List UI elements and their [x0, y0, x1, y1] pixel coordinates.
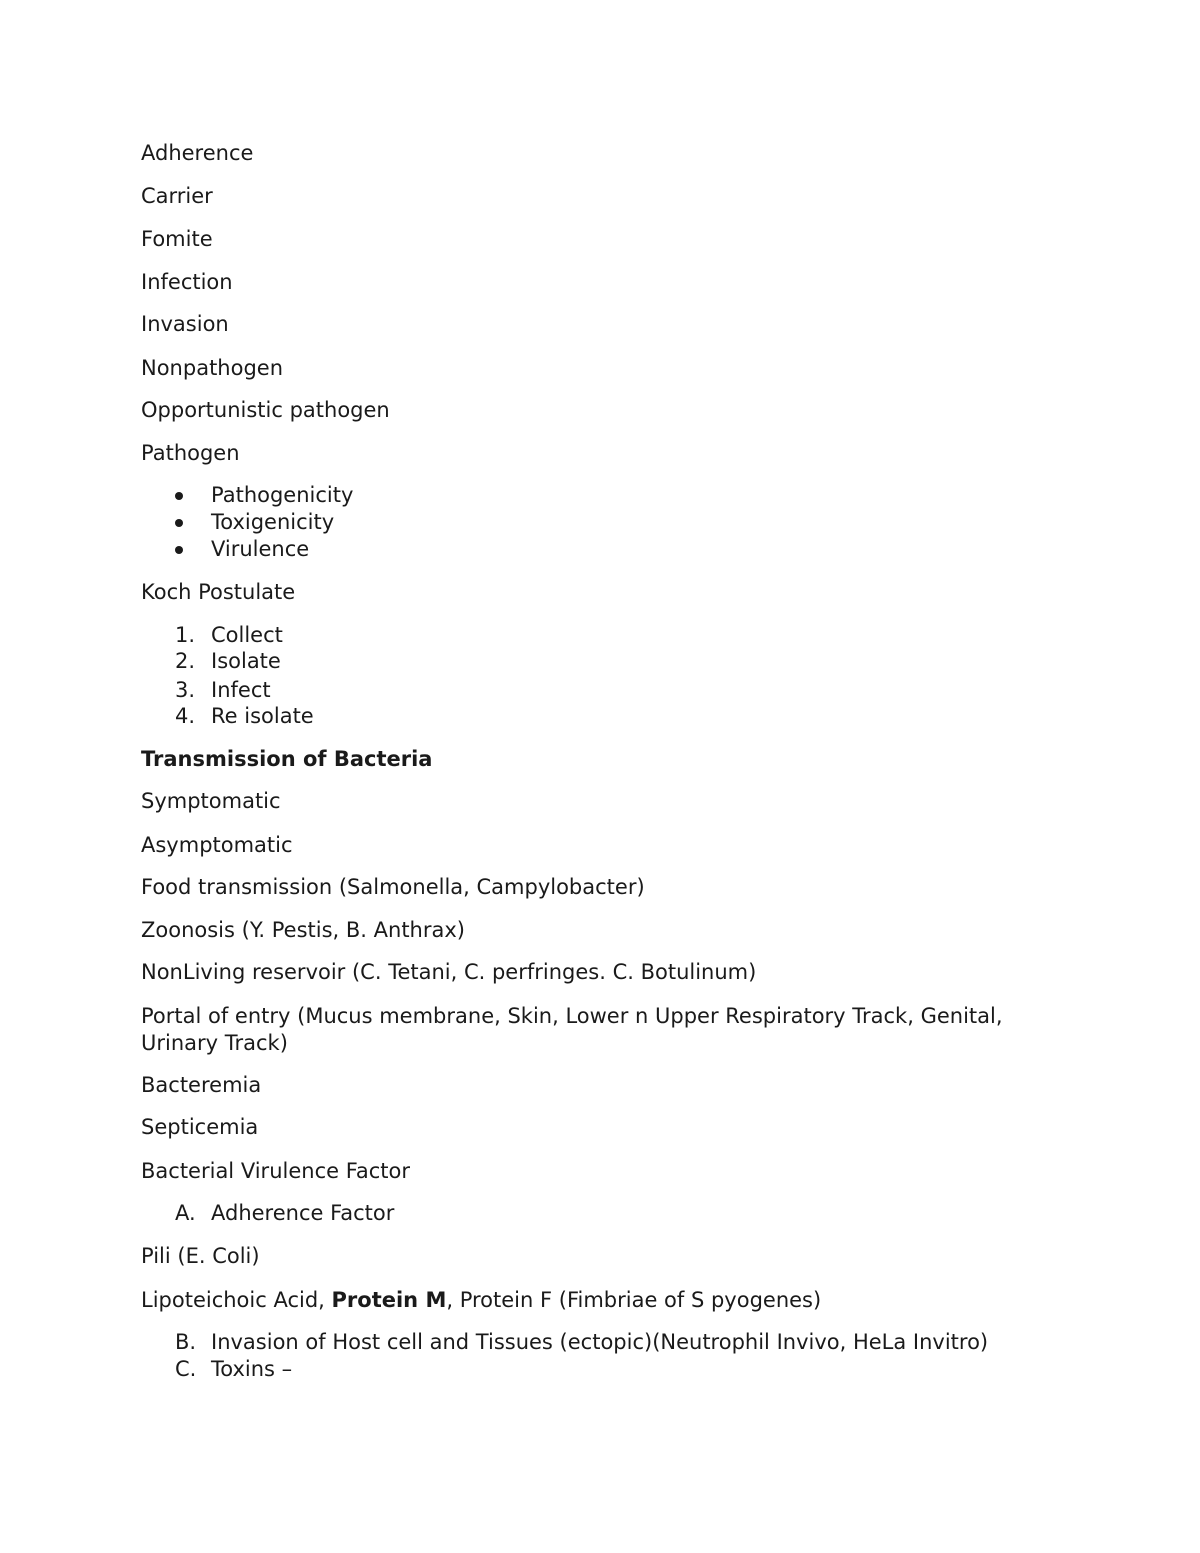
transmission-item: Symptomatic: [141, 789, 281, 813]
list-number: 3.: [175, 678, 196, 702]
transmission-item: Zoonosis (Y. Pestis, B. Anthrax): [141, 918, 465, 942]
term-pathogen: Pathogen: [141, 441, 240, 465]
term-opportunistic-pathogen: Opportunistic pathogen: [141, 398, 390, 422]
list-item-text: Infect: [211, 678, 271, 702]
term-bacteremia: Bacteremia: [141, 1073, 262, 1097]
portal-of-entry-line-2: Urinary Track): [141, 1031, 288, 1055]
lipo-text-post: , Protein F (Fimbriae of S pyogenes): [446, 1288, 822, 1312]
list-letter: B.: [175, 1330, 197, 1354]
transmission-item: NonLiving reservoir (C. Tetani, C. perfringes. C. Botulinum): [141, 960, 757, 984]
term-infection: Infection: [141, 270, 233, 294]
list-number: 4.: [175, 704, 196, 728]
lipoteichoic-line: [141, 1287, 821, 1314]
koch-postulate-title: Koch Postulate: [141, 580, 296, 604]
transmission-item: Asymptomatic: [141, 833, 293, 857]
list-item-text: Toxigenicity: [211, 510, 335, 534]
list-item-text: Adherence Factor: [211, 1201, 395, 1225]
list-item-text: Toxins –: [211, 1357, 293, 1381]
list-item-text: Invasion of Host cell and Tissues (ectopic)(Neutrophil Invivo, HeLa Invitro): [211, 1330, 989, 1354]
term-invasion: Invasion: [141, 312, 229, 336]
term-fomite: Fomite: [141, 227, 213, 251]
lipo-text-pre: Lipoteichoic Acid,: [141, 1288, 332, 1312]
list-item-text: Virulence: [211, 537, 310, 561]
list-item-text: Collect: [211, 623, 283, 647]
bullet-icon: [175, 546, 183, 554]
list-item-text: Re isolate: [211, 704, 314, 728]
list-letter: A.: [175, 1201, 196, 1225]
list-letter: C.: [175, 1357, 197, 1381]
bacterial-virulence-factor-title: Bacterial Virulence Factor: [141, 1159, 410, 1183]
transmission-item: Food transmission (Salmonella, Campylobacter): [141, 875, 645, 899]
transmission-heading: Transmission of Bacteria: [141, 747, 433, 771]
term-adherence: Adherence: [141, 141, 254, 165]
bullet-icon: [175, 519, 183, 527]
bullet-icon: [175, 492, 183, 500]
list-item-text: Pathogenicity: [211, 483, 354, 507]
lipo-text-bold: Protein M: [331, 1288, 447, 1312]
term-septicemia: Septicemia: [141, 1115, 259, 1139]
list-number: 1.: [175, 623, 196, 647]
term-carrier: Carrier: [141, 184, 213, 208]
pili-line: Pili (E. Coli): [141, 1244, 260, 1268]
term-nonpathogen: Nonpathogen: [141, 356, 284, 380]
list-number: 2.: [175, 649, 196, 673]
portal-of-entry-line-1: Portal of entry (Mucus membrane, Skin, Lower n Upper Respiratory Track, Genital,: [141, 1004, 1003, 1028]
list-item-text: Isolate: [211, 649, 281, 673]
